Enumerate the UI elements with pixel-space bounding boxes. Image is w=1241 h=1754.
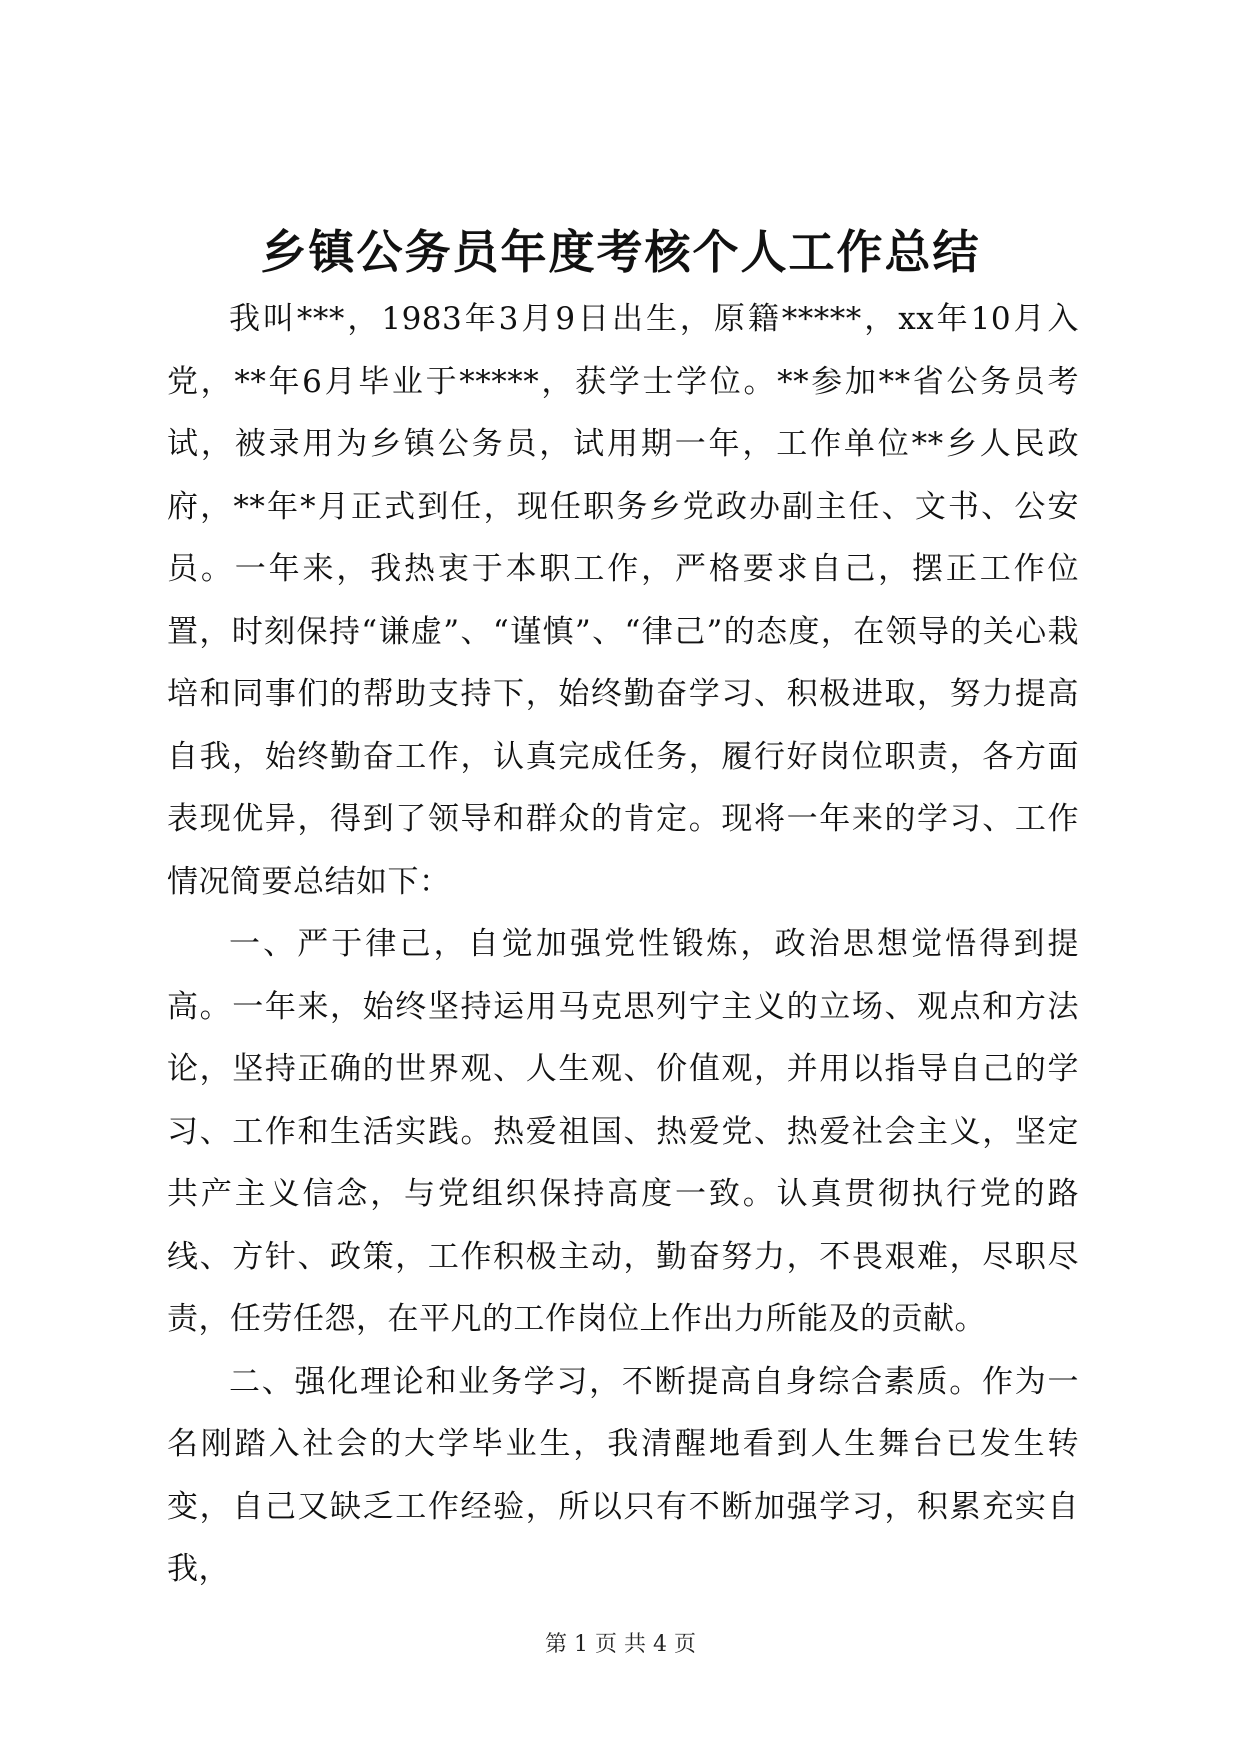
page-footer: 第 1 页 共 4 页	[545, 1632, 696, 1657]
paragraph-section-1: 一、严于律己，自觉加强党性锻炼，政治思想觉悟得到提高。一年来，始终坚持运用马克思列宁主义的立场、观点和方法论，坚持正确的世界观、人生观、价值观，并用以指导自己的学习、工作和生活实践。热爱祖国、热爱党、热爱社会主义，坚定共产主义信念，与党组织保持高度一致。认真贯彻执行党的路线、方针、政策，工作积极主动，勤奋努力，不畏艰难，尽职尽责，任劳任怨，在平凡的工作岗位上作出力所能及的贡献。	[167, 926, 1079, 1337]
paragraph-section-2: 二、强化理论和业务学习，不断提高自身综合素质。作为一名刚踏入社会的大学毕业生，我清醒地看到人生舞台已发生转变，自己又缺乏工作经验，所以只有不断加强学习，积累充实自我，	[167, 1363, 1079, 1587]
document-title: 乡镇公务员年度考核个人工作总结	[260, 225, 981, 279]
paragraph-intro: 我叫***，1983年3月9日出生，原籍*****，xx年10月入党，**年6月毕业于*****，获学士学位。**参加**省公务员考试，被录用为乡镇公务员，试用期一年，工作单位**乡人民政府，**年*月正式到任，现任职务乡党政办副主任、文书、公安员。一年来，我热衷于本职工作，严格要求自己，摆正工作位置，时刻保持“谦虚”、“谨慎”、“律己”的态度，在领导的关心栽培和同事们的帮助支持下，始终勤奋学习、积极进取，努力提高自我，始终勤奋工作，认真完成任务，履行好岗位职责，各方面表现优异，得到了领导和群众的肯定。现将一年来的学习、工作情况简要总结如下：	[167, 301, 1079, 900]
document-body	[167, 288, 1079, 1601]
